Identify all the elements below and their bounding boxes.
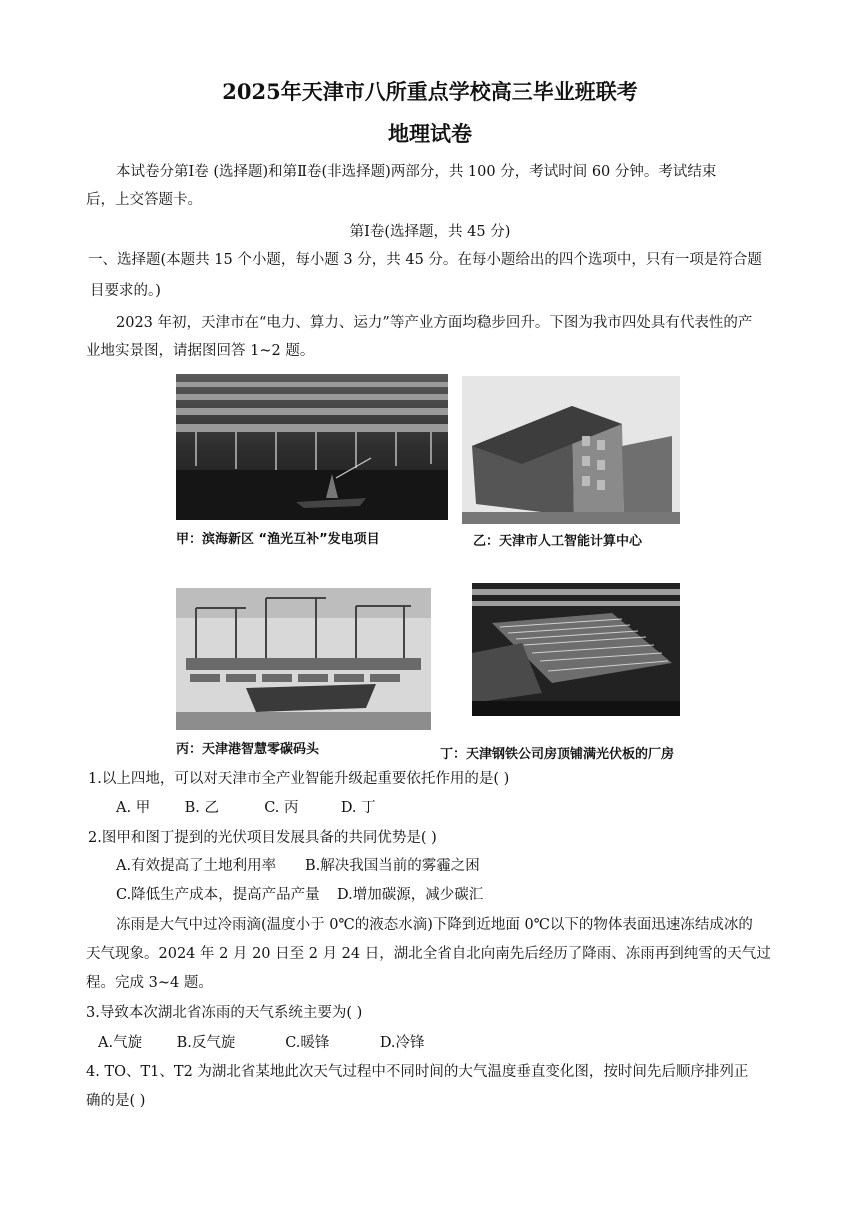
q1-option-c[interactable]: C. 丙	[264, 800, 299, 816]
q2-option-b[interactable]: B.解决我国当前的雾霾之困	[305, 858, 480, 874]
caption-jia: 甲：滨海新区 “渔光互补”发电项目	[176, 532, 380, 547]
exam-subtitle: 地理试卷	[388, 121, 472, 146]
passage1-line-2: 业地实景图，请据图回答 1~2 题。	[86, 343, 315, 359]
intro-line-1: 本试卷分第Ⅰ卷 (选择题)和第Ⅱ卷(非选择题)两部分，共 100 分，考试时间 60 分钟。考试结束	[116, 164, 717, 180]
caption-ding: 丁：天津钢铁公司房顶铺满光伏板的厂房	[440, 747, 675, 762]
q3-option-c[interactable]: C.暖锋	[285, 1035, 330, 1051]
q3-options	[98, 1033, 425, 1053]
q1-option-a[interactable]: A. 甲	[116, 800, 151, 816]
q4-stem-line-2: 确的是( )	[86, 1093, 146, 1109]
passage1-line-1: 2023 年初，天津市在“电力、算力、运力”等产业方面均稳步回升。下图为我市四处具有代表性的产	[116, 315, 753, 331]
photo-ding-steel-plant	[472, 583, 680, 716]
passage2-line-3: 程。完成 3~4 题。	[86, 975, 213, 991]
passage2-line-2: 天气现象。2024 年 2 月 20 日至 2 月 24 日，湖北全省自北向南先后经历了降雨、冻雨再到纯雪的天气过	[86, 946, 771, 962]
q2-stem: 2.图甲和图丁提到的光伏项目发展具备的共同优势是( )	[88, 830, 437, 846]
section-instruction-line-1: 一、选择题(本题共 15 个小题，每小题 3 分，共 45 分。在每小题给出的四个选项中，只有一项是符合题	[88, 252, 762, 268]
intro-line-2: 后，上交答题卡。	[86, 192, 202, 208]
caption-yi: 乙：天津市人工智能计算中心	[473, 534, 643, 549]
q2-option-d[interactable]: D.增加碳源，减少碳汇	[337, 887, 484, 903]
q3-stem: 3.导致本次湖北省冻雨的天气系统主要为( )	[86, 1005, 363, 1021]
q3-option-b[interactable]: B.反气旋	[176, 1035, 236, 1051]
q2-option-a[interactable]: A.有效提高了土地利用率	[116, 858, 277, 874]
section-heading: 第Ⅰ卷(选择题，共 45 分)	[349, 224, 511, 240]
q3-option-a[interactable]: A.气旋	[98, 1035, 143, 1051]
passage2-line-1: 冻雨是大气中过冷雨滴(温度小于 0℃的液态水滴)下降到近地面 0℃以下的物体表面迅速冻结成冰的	[116, 917, 753, 933]
exam-title: 2025年天津市八所重点学校高三毕业班联考	[222, 79, 638, 104]
caption-bing: 丙：天津港智慧零碳码头	[176, 742, 320, 757]
q1-option-d[interactable]: D. 丁	[340, 800, 376, 816]
q3-option-d[interactable]: D.冷锋	[379, 1035, 425, 1051]
photo-jia-fishery-solar	[176, 374, 448, 520]
q1-stem: 1.以上四地，可以对天津市全产业智能升级起重要依托作用的是( )	[88, 771, 510, 787]
photo-yi-ai-center	[462, 376, 680, 524]
section-instruction-line-2: 目要求的。)	[90, 283, 161, 299]
q1-options	[116, 798, 376, 818]
q2-option-c[interactable]: C.降低生产成本，提高产品产量	[116, 887, 320, 903]
q4-stem-line-1: 4. TO、T1、T2 为湖北省某地此次天气过程中不同时间的大气温度垂直变化图，按时间先后顺序排列正	[86, 1064, 749, 1080]
q1-option-b[interactable]: B. 乙	[184, 800, 219, 816]
photo-bing-port	[176, 588, 431, 730]
